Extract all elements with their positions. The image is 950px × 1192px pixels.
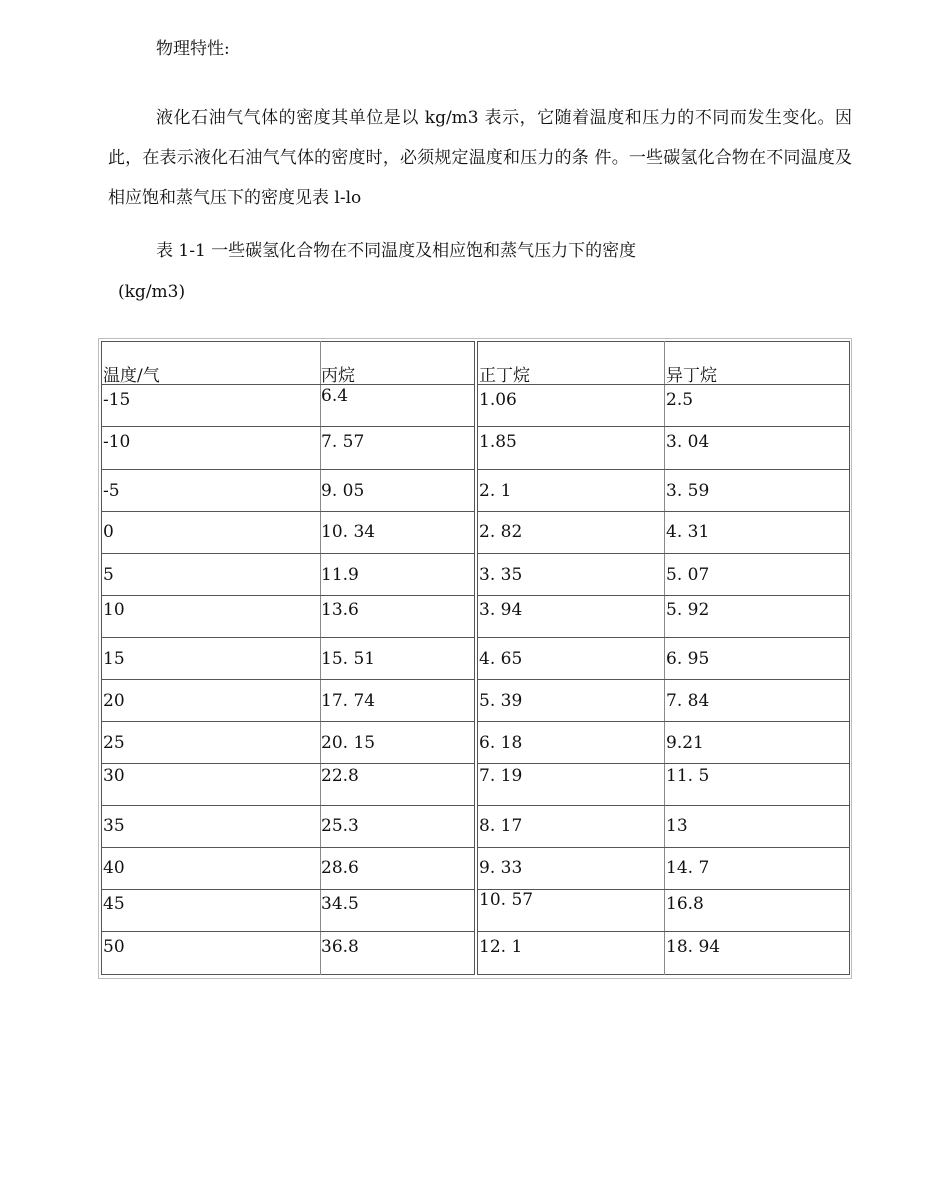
table-cell: 3. 35: [479, 565, 523, 585]
table-cell: 0: [103, 522, 114, 542]
section-heading: 物理特性:: [156, 39, 230, 59]
table-cell: 5: [103, 565, 114, 585]
table-cell: 9. 05: [321, 481, 365, 501]
row-divider: [101, 511, 475, 512]
density-paragraph: 液化石油气气体的密度其单位是以 kg/m3 表示，它随着温度和压力的不同而发生变化。因此，在表示液化石油气气体的密度时，必须规定温度和压力的条 件。一些碳氢化合物在不同温度及相应饱和蒸气压下的密度见表 l-lo: [108, 108, 852, 208]
row-divider: [477, 721, 850, 722]
table-cell: 3. 04: [666, 432, 710, 452]
table-cell: 34.5: [321, 894, 359, 914]
table-cell: 1.85: [479, 432, 517, 452]
table-cell: 3. 94: [479, 600, 523, 620]
table-cell: 4. 31: [666, 522, 710, 542]
table-cell: 7. 57: [321, 432, 365, 452]
table-cell: 14. 7: [666, 858, 710, 878]
table-cell: 10. 57: [479, 890, 534, 910]
table-cell: 5. 07: [666, 565, 710, 585]
row-divider: [101, 931, 475, 932]
row-divider: [477, 847, 850, 848]
table-cell: 5. 92: [666, 600, 710, 620]
header-cell: 丙烷: [321, 366, 355, 386]
row-divider: [101, 679, 475, 680]
row-divider: [477, 805, 850, 806]
row-divider: [101, 805, 475, 806]
table-cell: 13: [666, 816, 688, 836]
column-divider: [664, 341, 665, 975]
table-cell: 7. 84: [666, 691, 710, 711]
table-cell: 15. 51: [321, 649, 376, 669]
table-cell: 11.9: [321, 565, 359, 585]
table-cell: 6.4: [321, 386, 349, 406]
table-cell: -15: [103, 390, 131, 410]
table-cell: 2.5: [666, 390, 694, 410]
row-divider: [477, 469, 850, 470]
table-cell: -5: [103, 481, 120, 501]
table-cell: 45: [103, 894, 125, 914]
table-cell: 18. 94: [666, 937, 721, 957]
table-cell: 36.8: [321, 937, 359, 957]
table-cell: 2. 1: [479, 481, 512, 501]
row-divider: [101, 469, 475, 470]
table-cell: 13.6: [321, 600, 359, 620]
table-cell: 35: [103, 816, 125, 836]
table-cell: 10. 34: [321, 522, 376, 542]
table-cell: 25: [103, 733, 125, 753]
table-cell: 9.21: [666, 733, 704, 753]
row-divider: [477, 763, 850, 764]
table-left-half: [101, 341, 475, 975]
row-divider: [101, 637, 475, 638]
table-cell: 4. 65: [479, 649, 523, 669]
row-divider: [101, 847, 475, 848]
table-cell: 8. 17: [479, 816, 523, 836]
table-cell: 5. 39: [479, 691, 523, 711]
table-cell: -10: [103, 432, 131, 452]
row-divider: [477, 511, 850, 512]
row-divider: [101, 426, 475, 427]
row-divider: [477, 553, 850, 554]
table-cell: 2. 82: [479, 522, 523, 542]
header-cell: 正丁烷: [479, 366, 530, 386]
row-divider: [101, 721, 475, 722]
table-cell: 7. 19: [479, 766, 523, 786]
table-caption: 表 1-1 一些碳氢化合物在不同温度及相应饱和蒸气压力下的密度: [156, 241, 637, 261]
table-cell: 6. 95: [666, 649, 710, 669]
table-cell: 16.8: [666, 894, 704, 914]
table-cell: 50: [103, 937, 125, 957]
row-divider: [477, 931, 850, 932]
row-divider: [101, 889, 475, 890]
table-cell: 15: [103, 649, 125, 669]
row-divider: [477, 384, 850, 385]
table-cell: 10: [103, 600, 125, 620]
header-cell: 温度/气: [103, 366, 160, 386]
row-divider: [477, 637, 850, 638]
table-cell: 22.8: [321, 766, 359, 786]
table-cell: 20: [103, 691, 125, 711]
table-cell: 9. 33: [479, 858, 523, 878]
table-cell: 3. 59: [666, 481, 710, 501]
table-cell: 20. 15: [321, 733, 376, 753]
row-divider: [477, 679, 850, 680]
table-cell: 40: [103, 858, 125, 878]
row-divider: [477, 426, 850, 427]
table-cell: 30: [103, 766, 125, 786]
table-cell: 11. 5: [666, 766, 710, 786]
row-divider: [101, 595, 475, 596]
table-cell: 17. 74: [321, 691, 376, 711]
row-divider: [101, 553, 475, 554]
table-cell: 12. 1: [479, 937, 523, 957]
header-cell: 异丁烷: [666, 366, 717, 386]
row-divider: [101, 763, 475, 764]
table-cell: 25.3: [321, 816, 359, 836]
table-cell: 6. 18: [479, 733, 523, 753]
table-cell: 1.06: [479, 390, 517, 410]
table-unit: (kg/m3): [118, 282, 186, 302]
table-cell: 28.6: [321, 858, 359, 878]
row-divider: [477, 595, 850, 596]
